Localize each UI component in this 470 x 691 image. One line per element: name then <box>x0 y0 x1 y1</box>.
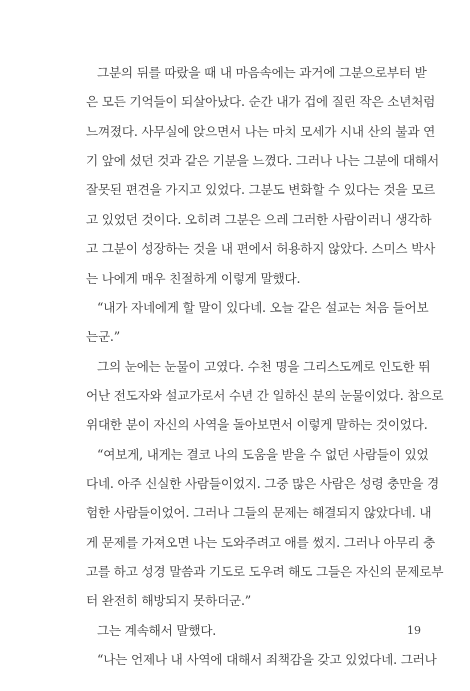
text-line: 잘못된 편견을 가지고 있었다. 그분도 변화할 수 있다는 것을 모르 <box>86 182 436 198</box>
text-line: 는군.” <box>86 329 120 345</box>
text-line: 터 완전히 해방되지 못하더군.” <box>86 593 252 609</box>
text-line: “나는 언제나 내 사역에 대해서 죄책감을 갖고 있었다네. 그러나 <box>97 652 437 668</box>
text-line: 어난 전도자와 설교가로서 수년 간 일하신 분의 눈물이었다. 참으로 <box>86 387 444 403</box>
text-line: 기 앞에 섰던 것과 같은 기분을 느꼈다. 그러나 나는 그분에 대해서 <box>86 153 439 169</box>
body-text <box>86 58 444 675</box>
text-line: 은 모든 기억들이 되살아났다. 순간 내가 겁에 질린 작은 소년처럼 <box>86 94 436 110</box>
text-line: 는 나에게 매우 친절하게 이렇게 말했다. <box>86 270 301 286</box>
text-line: 험한 사람들이었어. 그러나 그들의 문제는 해결되지 않았다네. 내 <box>86 505 432 521</box>
text-line: 그분의 뒤를 따랐을 때 내 마음속에는 과거에 그분으로부터 받 <box>97 65 427 80</box>
text-line: 다네. 아주 신실한 사람들이었지. 그중 많은 사람은 성령 충만을 경 <box>86 476 439 492</box>
text-line: 고를 하고 성경 말씀과 기도로 도우려 해도 그들은 자신의 문제로부 <box>86 564 444 580</box>
text-line: 고 있었던 것이다. 오히려 그분은 으레 그러한 사람이러니 생각하 <box>86 211 432 227</box>
text-line: “내가 자네에게 할 말이 있다네. 오늘 같은 설교는 처음 들어보 <box>97 299 429 315</box>
text-line: 그의 눈에는 눈물이 고였다. 수천 명을 그리스도께로 인도한 뛰 <box>97 358 431 374</box>
text-line: 게 문제를 가져오면 나는 도와주려고 애를 썼지. 그러나 아무리 충 <box>86 534 436 550</box>
text-line: “여보게, 내게는 결코 나의 도움을 받을 수 없던 사람들이 있었 <box>97 446 429 462</box>
text-line: 그는 계속해서 말했다. <box>97 622 217 638</box>
text-line: 고 그분이 성장하는 것을 내 편에서 허용하지 않았다. 스미스 박사 <box>86 241 436 257</box>
text-line: 느껴졌다. 사무실에 앉으면서 나는 마치 모세가 시내 산의 불과 연 <box>86 123 436 139</box>
text-line: 위대한 분이 자신의 사역을 돌아보면서 이렇게 말하는 것이었다. <box>86 417 428 433</box>
page-number: 19 <box>407 624 421 637</box>
